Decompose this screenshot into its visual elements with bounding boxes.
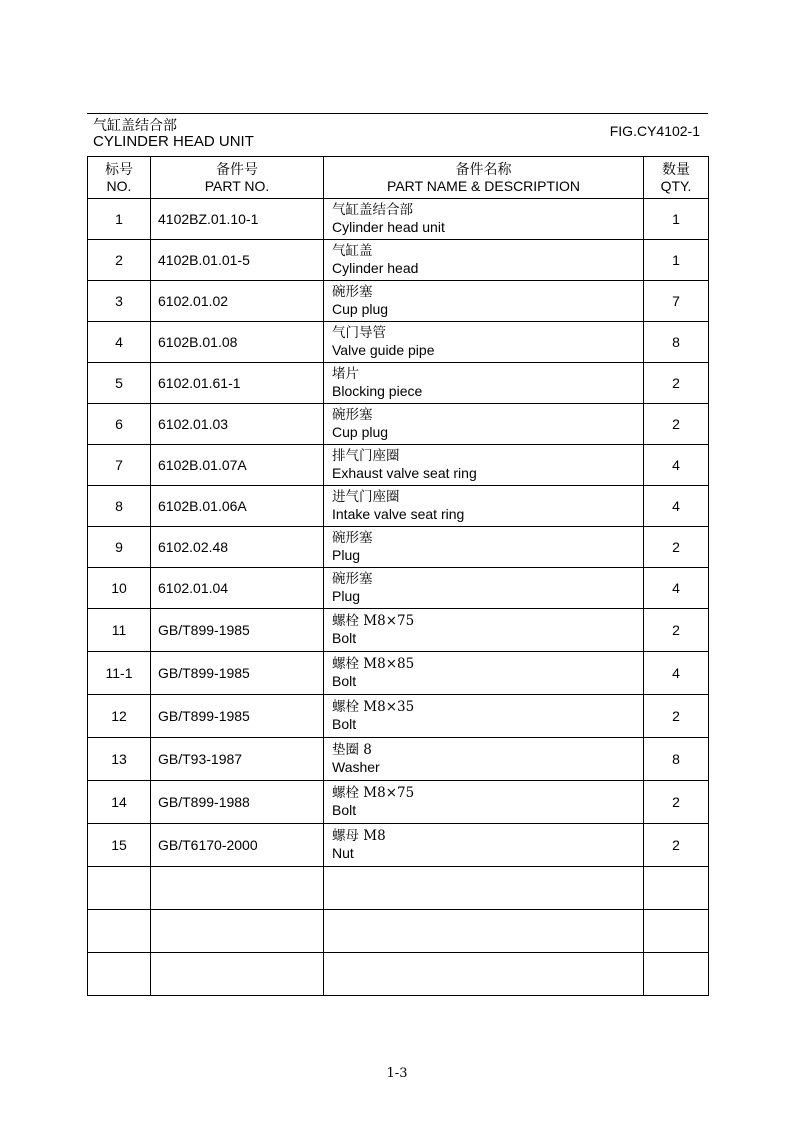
part-name-cn: 碗形塞 bbox=[332, 530, 373, 546]
quantity: 4 bbox=[644, 445, 709, 486]
empty-cell bbox=[88, 910, 151, 953]
part-description bbox=[324, 322, 644, 363]
part-number: 6102.01.04 bbox=[151, 568, 324, 609]
quantity: 1 bbox=[644, 240, 709, 281]
part-number: 6102.01.61-1 bbox=[151, 363, 324, 404]
part-description bbox=[324, 609, 644, 652]
empty-cell bbox=[88, 953, 151, 996]
part-description bbox=[324, 781, 644, 824]
empty-row bbox=[88, 867, 709, 910]
table-row bbox=[88, 824, 709, 867]
header-qty-en: QTY. bbox=[660, 177, 692, 194]
part-name-en: Washer bbox=[332, 759, 380, 775]
table-row bbox=[88, 695, 709, 738]
part-name-en: Blocking piece bbox=[332, 383, 423, 399]
part-number: 6102B.01.07A bbox=[151, 445, 324, 486]
parts-sheet bbox=[87, 113, 708, 996]
empty-row bbox=[88, 953, 709, 996]
table-row bbox=[88, 322, 709, 363]
empty-cell bbox=[88, 867, 151, 910]
quantity: 7 bbox=[644, 281, 709, 322]
table-header-row bbox=[88, 157, 709, 199]
part-number: GB/T93-1987 bbox=[151, 738, 324, 781]
table-row bbox=[88, 199, 709, 240]
part-name-cn: 气缸盖结合部 bbox=[332, 202, 413, 218]
page-number: 1-3 bbox=[386, 1066, 408, 1081]
part-name-cn: 气缸盖 bbox=[332, 243, 373, 259]
table-row bbox=[88, 445, 709, 486]
item-number: 5 bbox=[88, 363, 151, 404]
empty-cell bbox=[151, 910, 324, 953]
title-english: CYLINDER HEAD UNIT bbox=[93, 133, 254, 150]
part-number: 4102B.01.01-5 bbox=[151, 240, 324, 281]
part-name-cn: 螺栓 M8×85 bbox=[332, 656, 415, 672]
header-desc-cn: 备件名称 bbox=[455, 161, 512, 178]
quantity: 4 bbox=[644, 652, 709, 695]
part-number: GB/T899-1985 bbox=[151, 609, 324, 652]
title-chinese: 气缸盖结合部 bbox=[93, 118, 177, 134]
part-number: GB/T899-1985 bbox=[151, 695, 324, 738]
part-name-cn: 堵片 bbox=[332, 366, 359, 382]
item-number: 6 bbox=[88, 404, 151, 445]
header-part-cn: 备件号 bbox=[216, 161, 258, 178]
figure-number: FIG.CY4102-1 bbox=[609, 123, 700, 139]
quantity: 8 bbox=[644, 322, 709, 363]
part-name-en: Cylinder head unit bbox=[332, 219, 445, 235]
table-row bbox=[88, 240, 709, 281]
table-row bbox=[88, 652, 709, 695]
part-number: GB/T6170-2000 bbox=[151, 824, 324, 867]
part-description bbox=[324, 445, 644, 486]
part-number: 6102B.01.06A bbox=[151, 486, 324, 527]
table-row bbox=[88, 738, 709, 781]
part-name-en: Intake valve seat ring bbox=[332, 506, 465, 522]
header-description bbox=[324, 157, 644, 199]
part-name-cn: 螺栓 M8×75 bbox=[332, 613, 415, 629]
part-number: 4102BZ.01.10-1 bbox=[151, 199, 324, 240]
empty-cell bbox=[644, 867, 709, 910]
item-number: 3 bbox=[88, 281, 151, 322]
item-number: 13 bbox=[88, 738, 151, 781]
part-number: 6102.01.02 bbox=[151, 281, 324, 322]
table-row bbox=[88, 568, 709, 609]
part-number: 6102B.01.08 bbox=[151, 322, 324, 363]
part-name-en: Bolt bbox=[332, 802, 357, 818]
item-number: 12 bbox=[88, 695, 151, 738]
header-no-en: NO. bbox=[106, 177, 132, 194]
header-desc-en: PART NAME & DESCRIPTION bbox=[387, 177, 580, 194]
part-description bbox=[324, 486, 644, 527]
quantity: 1 bbox=[644, 199, 709, 240]
part-name-en: Nut bbox=[332, 845, 354, 861]
table-row bbox=[88, 527, 709, 568]
part-name-en: Bolt bbox=[332, 716, 357, 732]
part-number: GB/T899-1988 bbox=[151, 781, 324, 824]
empty-row bbox=[88, 910, 709, 953]
quantity: 2 bbox=[644, 695, 709, 738]
empty-cell bbox=[324, 953, 644, 996]
parts-table-body bbox=[88, 199, 709, 996]
quantity: 2 bbox=[644, 609, 709, 652]
part-name-en: Valve guide pipe bbox=[332, 342, 435, 358]
part-number: 6102.02.48 bbox=[151, 527, 324, 568]
empty-cell bbox=[151, 867, 324, 910]
part-name-cn: 气门导管 bbox=[332, 325, 386, 341]
empty-cell bbox=[324, 867, 644, 910]
empty-cell bbox=[644, 953, 709, 996]
header-qty bbox=[644, 157, 709, 199]
item-number: 9 bbox=[88, 527, 151, 568]
part-number: GB/T899-1985 bbox=[151, 652, 324, 695]
quantity: 4 bbox=[644, 486, 709, 527]
quantity: 2 bbox=[644, 404, 709, 445]
item-number: 8 bbox=[88, 486, 151, 527]
part-description bbox=[324, 695, 644, 738]
item-number: 14 bbox=[88, 781, 151, 824]
item-number: 11-1 bbox=[88, 652, 151, 695]
header-no-cn: 标号 bbox=[105, 161, 133, 178]
part-description bbox=[324, 527, 644, 568]
part-name-cn: 垫圈 8 bbox=[332, 742, 372, 758]
item-number: 10 bbox=[88, 568, 151, 609]
part-name-cn: 螺母 M8 bbox=[332, 828, 386, 844]
empty-cell bbox=[324, 910, 644, 953]
table-row bbox=[88, 404, 709, 445]
part-name-cn: 排气门座圈 bbox=[332, 448, 400, 464]
header-qty-cn: 数量 bbox=[662, 161, 690, 178]
table-row bbox=[88, 781, 709, 824]
part-name-en: Cup plug bbox=[332, 301, 389, 317]
header-part-no bbox=[151, 157, 324, 199]
part-name-en: Cylinder head bbox=[332, 260, 419, 276]
part-name-cn: 碗形塞 bbox=[332, 407, 373, 423]
part-name-en: Bolt bbox=[332, 630, 357, 646]
title-block bbox=[87, 113, 708, 156]
quantity: 2 bbox=[644, 527, 709, 568]
header-part-en: PART NO. bbox=[204, 177, 270, 194]
table-row bbox=[88, 486, 709, 527]
quantity: 2 bbox=[644, 781, 709, 824]
item-number: 1 bbox=[88, 199, 151, 240]
quantity: 8 bbox=[644, 738, 709, 781]
part-description bbox=[324, 404, 644, 445]
part-name-cn: 碗形塞 bbox=[332, 284, 373, 300]
item-number: 2 bbox=[88, 240, 151, 281]
item-number: 4 bbox=[88, 322, 151, 363]
table-row bbox=[88, 281, 709, 322]
part-description bbox=[324, 824, 644, 867]
part-name-en: Cup plug bbox=[332, 424, 389, 440]
part-description bbox=[324, 363, 644, 404]
header-no bbox=[88, 157, 151, 199]
part-name-cn: 碗形塞 bbox=[332, 571, 373, 587]
part-description bbox=[324, 240, 644, 281]
part-name-cn: 进气门座圈 bbox=[332, 489, 400, 505]
table-row bbox=[88, 609, 709, 652]
part-description bbox=[324, 568, 644, 609]
empty-cell bbox=[644, 910, 709, 953]
quantity: 4 bbox=[644, 568, 709, 609]
part-description bbox=[324, 281, 644, 322]
part-name-en: Plug bbox=[332, 547, 361, 563]
part-description bbox=[324, 199, 644, 240]
part-name-cn: 螺栓 M8×35 bbox=[332, 699, 415, 715]
part-description bbox=[324, 652, 644, 695]
parts-table bbox=[87, 156, 709, 996]
table-row bbox=[88, 363, 709, 404]
part-name-en: Plug bbox=[332, 588, 361, 604]
quantity: 2 bbox=[644, 363, 709, 404]
item-number: 15 bbox=[88, 824, 151, 867]
part-name-cn: 螺栓 M8×75 bbox=[332, 785, 415, 801]
item-number: 7 bbox=[88, 445, 151, 486]
part-name-en: Bolt bbox=[332, 673, 357, 689]
quantity: 2 bbox=[644, 824, 709, 867]
part-description bbox=[324, 738, 644, 781]
part-number: 6102.01.03 bbox=[151, 404, 324, 445]
part-name-en: Exhaust valve seat ring bbox=[332, 465, 477, 481]
item-number: 11 bbox=[88, 609, 151, 652]
empty-cell bbox=[151, 953, 324, 996]
